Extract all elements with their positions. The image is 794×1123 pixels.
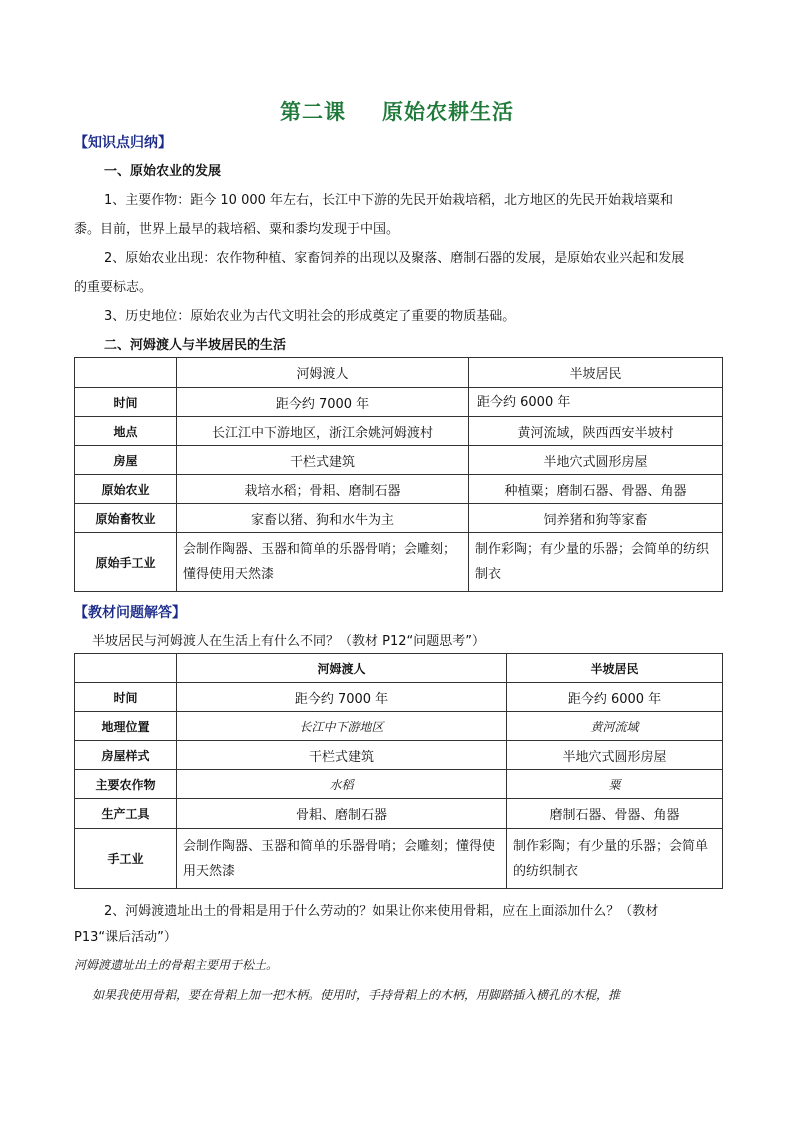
section-heading-textbook: 【教材问题解答】 [74,605,186,621]
paragraph-1-line-2: 黍。目前，世界上最早的栽培稻、粟和黍均发现于中国。 [74,222,400,237]
table-row [75,388,723,417]
table-row [75,504,723,533]
table-header-hemudu: 河姆渡人 [177,358,469,388]
table-cell: 制作彩陶；有少量的乐器；会简单的纺织制衣 [507,829,723,889]
table-cell: 栽培水稻；骨耜、磨制石器 [177,475,469,504]
paragraph-2-line-1: 2、原始农业出现：农作物种植、家畜饲养的出现以及聚落、磨制石器的发展，是原始农业兴起和发展 [104,251,685,266]
table-cell: 半地穴式圆形房屋 [469,446,723,475]
table-cell: 粟 [507,770,723,799]
table-cell: 长江中下游地区 [177,712,507,741]
table-row [75,446,723,475]
row-label: 主要农作物 [75,770,177,799]
table-cell: 水稻 [177,770,507,799]
table-cell: 距今约 7000 年 [177,683,507,712]
row-label: 房屋样式 [75,741,177,770]
table-header-banpo: 半坡居民 [507,654,723,683]
comparison-table-2 [74,653,723,889]
table-cell: 干栏式建筑 [177,741,507,770]
table-cell: 制作彩陶；有少量的乐器；会简单的纺织制衣 [469,533,723,592]
paragraph-3: 3、历史地位：原始农业为古代文明社会的形成奠定了重要的物质基础。 [104,309,516,324]
subheading-comparison: 二、河姆渡人与半坡居民的生活 [104,338,287,353]
lesson-name: 原始农耕生活 [382,100,514,124]
table-cell: 距今约 6000 年 [469,388,723,417]
row-label: 原始农业 [75,475,177,504]
table-row [75,683,723,712]
table-row [75,475,723,504]
table-cell: 半地穴式圆形房屋 [507,741,723,770]
row-label: 房屋 [75,446,177,475]
table-cell [75,654,177,683]
table-cell: 骨耜、磨制石器 [177,799,507,829]
lesson-number: 第二课 [280,100,346,124]
table-cell: 饲养猪和狗等家畜 [469,504,723,533]
question-2-line-1: 2、河姆渡遗址出土的骨耜是用于什么劳动的？如果让你来使用骨耜，应在上面添加什么？（教材 [104,904,659,919]
table-cell: 种植粟；磨制石器、骨器、角器 [469,475,723,504]
row-label: 地理位置 [75,712,177,741]
table-cell: 家畜以猪、狗和水牛为主 [177,504,469,533]
row-label: 原始畜牧业 [75,504,177,533]
row-label: 手工业 [75,829,177,889]
page-title [0,96,794,126]
question-1: 半坡居民与河姆渡人在生活上有什么不同？（教材 P12“问题思考”） [92,634,485,649]
row-label: 地点 [75,417,177,446]
table-row [75,712,723,741]
table-header-banpo: 半坡居民 [469,358,723,388]
paragraph-2-line-2: 的重要标志。 [74,280,153,295]
table-cell: 磨制石器、骨器、角器 [507,799,723,829]
table-row [75,799,723,829]
table-row [75,829,723,889]
table-header-row [75,358,723,388]
answer-line-2: 如果我使用骨耜，要在骨耜上加一把木柄。使用时，手持骨耜上的木柄，用脚踏插入横孔的木棍，推 [92,988,621,1002]
question-2-line-2: P13“课后活动”） [74,930,177,945]
row-label: 时间 [75,388,177,417]
comparison-table-1 [74,357,723,592]
table-row [75,770,723,799]
table-cell: 会制作陶器、玉器和简单的乐器骨哨；会雕刻；懂得使用天然漆 [177,829,507,889]
table-header-row [75,654,723,683]
row-label: 时间 [75,683,177,712]
table-cell: 距今约 6000 年 [507,683,723,712]
subheading-agriculture: 一、原始农业的发展 [104,164,222,179]
table-cell: 黄河流域，陕西西安半坡村 [469,417,723,446]
table-cell: 黄河流域 [507,712,723,741]
table-cell: 干栏式建筑 [177,446,469,475]
answer-line-1: 河姆渡遗址出土的骨耜主要用于松土。 [74,958,279,972]
row-label: 生产工具 [75,799,177,829]
table-cell [75,358,177,388]
table-row [75,533,723,592]
table-row [75,417,723,446]
row-label: 原始手工业 [75,533,177,592]
section-heading-knowledge: 【知识点归纳】 [74,135,172,151]
table-row [75,741,723,770]
table-cell: 会制作陶器、玉器和简单的乐器骨哨；会雕刻；懂得使用天然漆 [177,533,469,592]
paragraph-1-line-1: 1、主要作物：距今 10 000 年左右，长江中下游的先民开始栽培稻，北方地区的先民开始栽培粟和 [104,193,674,208]
table-header-hemudu: 河姆渡人 [177,654,507,683]
table-cell: 距今约 7000 年 [177,388,469,417]
table-cell: 长江江中下游地区，浙江余姚河姆渡村 [177,417,469,446]
